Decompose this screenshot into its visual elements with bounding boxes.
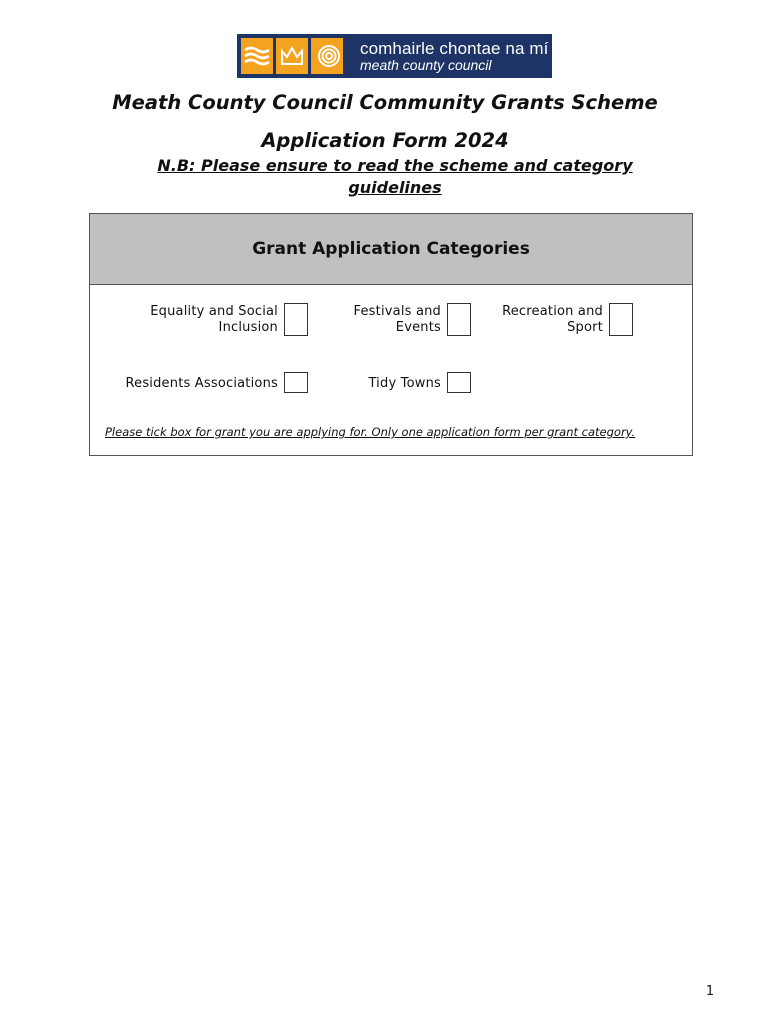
checkbox-recreation[interactable]: [609, 303, 633, 336]
instruction-text: Please tick box for grant you are applying for. Only one application form per grant category.: [105, 425, 636, 439]
document-subtitle: Application Form 2024: [261, 129, 509, 152]
category-label-tidy-towns: Tidy Towns: [368, 376, 441, 391]
grant-categories-panel: [89, 213, 693, 456]
council-logo: [237, 34, 552, 78]
checkbox-festivals[interactable]: [447, 303, 471, 336]
category-label-recreation: Recreation and Sport: [502, 304, 603, 335]
checkbox-tidy-towns[interactable]: [447, 372, 471, 393]
document-title: Meath County Council Community Grants Scheme: [112, 91, 658, 114]
crown-icon: [276, 38, 308, 74]
waves-icon: [241, 38, 273, 74]
page-number: 1: [705, 984, 715, 999]
category-label-residents: Residents Associations: [125, 376, 278, 391]
checkbox-residents[interactable]: [284, 372, 308, 393]
logo-english-name: meath county council: [360, 56, 492, 73]
category-label-equality: Equality and Social Inclusion: [150, 304, 278, 335]
category-label-festivals: Festivals and Events: [353, 304, 441, 335]
spiral-icon: [311, 38, 343, 74]
panel-heading: Grant Application Categories: [90, 214, 692, 285]
guidelines-note: N.B: Please ensure to read the scheme and category guidelines: [157, 156, 633, 197]
logo-irish-name: comhairle chontae na mí: [360, 38, 549, 58]
logo-text: [360, 40, 548, 73]
checkbox-equality[interactable]: [284, 303, 308, 336]
